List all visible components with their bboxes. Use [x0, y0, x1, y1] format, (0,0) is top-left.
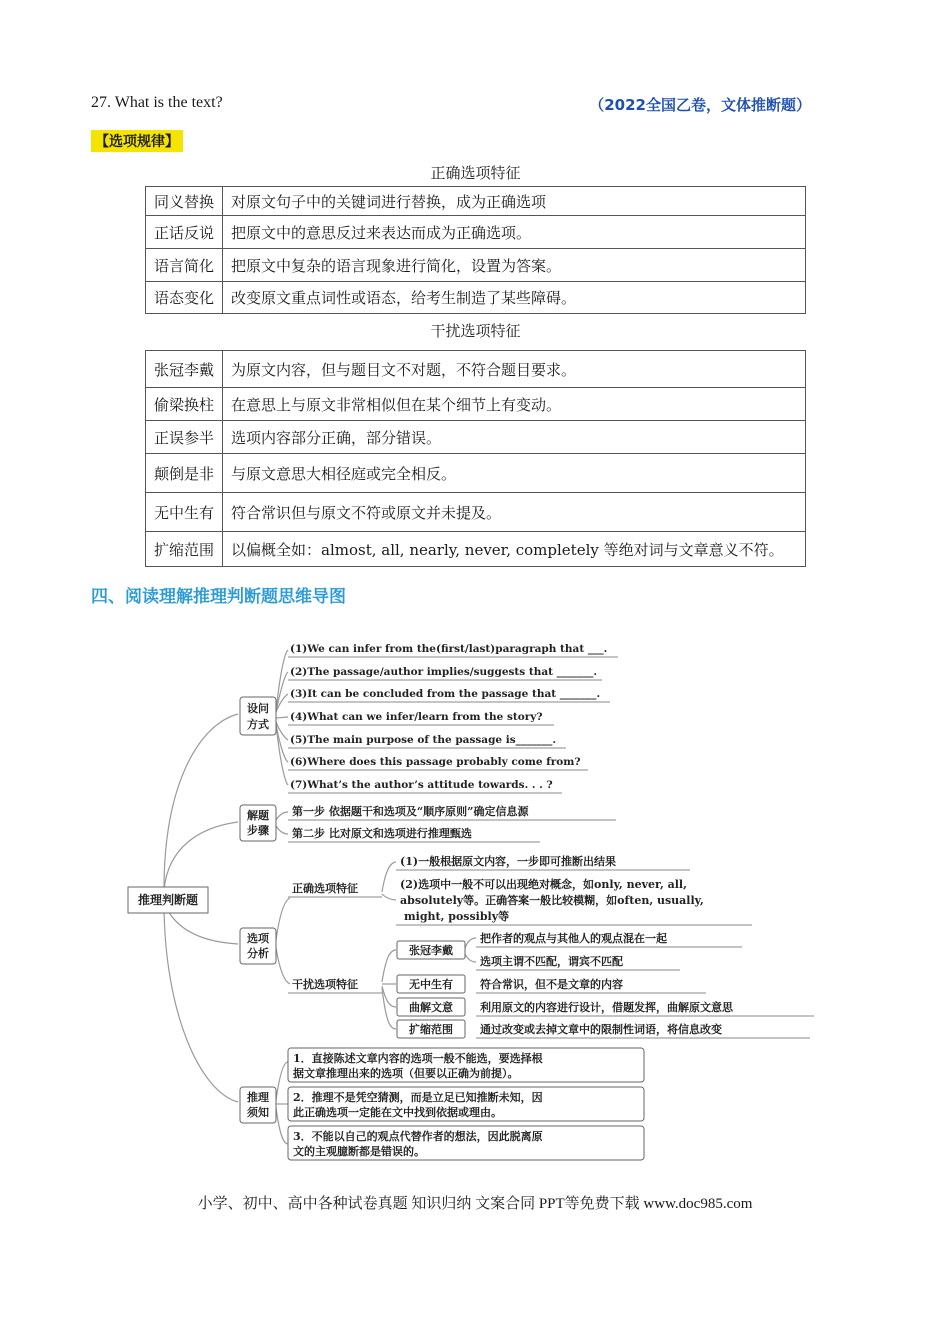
branch-label: 分析	[247, 947, 269, 960]
connector-line	[276, 826, 288, 834]
note-line: 据文章推理出来的选项（但要以正确为前提）。	[293, 1067, 519, 1080]
table-row	[146, 493, 806, 532]
feature-key: 偷梁换柱	[146, 388, 223, 421]
connector-line	[276, 717, 288, 718]
feature-desc: 把原文中的意思反过来表达而成为正确选项。	[223, 216, 806, 249]
feature-key: 同义替换	[146, 187, 223, 216]
connector-line	[276, 898, 290, 940]
feature-desc: 对原文句子中的关键词进行替换，成为正确选项	[223, 187, 806, 216]
table-row	[146, 388, 806, 421]
note-line: 3．不能以自己的观点代替作者的想法，因此脱离原	[293, 1130, 543, 1143]
branch-label: 解题	[247, 809, 269, 822]
feature-key: 语言简化	[146, 249, 223, 282]
feature-desc: 符合常识但与原文不符或原文并未提及。	[223, 493, 806, 532]
note-line: 文的主观臆断都是错误的。	[293, 1145, 425, 1158]
connector-line	[276, 948, 290, 984]
distractor-item: 通过改变或去掉文章中的限制性词语，将信息改变	[480, 1023, 722, 1036]
table-row	[146, 351, 806, 388]
mindmap-root: 推理判断题	[137, 893, 199, 907]
correct-option-item: might, possibly等	[404, 910, 510, 923]
question-form-item: (5)The main purpose of the passage is_______.	[290, 734, 557, 746]
feature-key: 颠倒是非	[146, 454, 223, 493]
question-form-item: (7)What’s the author’s attitude towards. . . ?	[290, 779, 553, 791]
feature-desc: 改变原文重点词性或语态，给考生制造了某些障碍。	[223, 282, 806, 314]
table-row	[146, 249, 806, 282]
distractor-item: 把作者的观点与其他人的观点混在一起	[480, 932, 667, 945]
step-item: 第二步 比对原文和选项进行推理甄选	[292, 827, 472, 840]
question-form-item: (3)It can be concluded from the passage that _______.	[290, 688, 601, 700]
distractor-item: 选项主谓不匹配，谓宾不匹配	[480, 955, 623, 968]
connector-line	[164, 902, 238, 1102]
table-row	[146, 187, 806, 216]
distractor-features-table	[145, 350, 806, 567]
connector-line	[164, 822, 238, 890]
distractor-tag: 扩缩范围	[409, 1023, 453, 1036]
question-line	[91, 94, 811, 118]
distractor-item: 利用原文的内容进行设计，借题发挥，曲解原文意思	[480, 1001, 733, 1014]
branch-label: 方式	[247, 718, 269, 731]
note-line: 1．直接陈述文章内容的选项一般不能选，要选择根	[293, 1052, 543, 1065]
mind-map	[120, 632, 820, 1167]
feature-key: 扩缩范围	[146, 532, 223, 567]
connector-line	[465, 938, 476, 948]
question-form-item: (4)What can we infer/learn from the story?	[290, 711, 543, 723]
connector-line	[276, 812, 288, 820]
branch-label: 须知	[247, 1106, 269, 1119]
branch-label: 选项	[247, 932, 269, 945]
feature-desc: 为原文内容，但与题目文不对题，不符合题目要求。	[223, 351, 806, 388]
correct-features-table	[145, 186, 806, 314]
feature-desc: 选项内容部分正确，部分错误。	[223, 421, 806, 454]
note-line: 2．推理不是凭空猜测，而是立足已知推断未知，因	[293, 1091, 543, 1104]
question-form-item: (6)Where does this passage probably come from?	[290, 756, 581, 768]
distractor-table-caption: 干扰选项特征	[430, 322, 521, 340]
table-row	[146, 216, 806, 249]
correct-table-caption: 正确选项特征	[430, 164, 521, 182]
distractor-tag: 张冠李戴	[409, 944, 453, 957]
question-text: 27. What is the text?	[91, 94, 223, 111]
branch-label: 步骤	[247, 824, 269, 837]
connector-line	[276, 1108, 288, 1144]
feature-key: 张冠李戴	[146, 351, 223, 388]
section-title: 四、阅读理解推理判断题思维导图	[91, 587, 346, 607]
correct-option-item: (2)选项中一般不可以出现绝对概念，如only, never, all,	[400, 878, 687, 891]
footer: 小学、初中、高中各种试卷真题 知识归纳 文案合同 PPT等免费下载 www.doc985.com	[197, 1196, 753, 1212]
feature-key: 语态变化	[146, 282, 223, 314]
feature-desc: 与原文意思大相径庭或完全相反。	[223, 454, 806, 493]
rule-label: 【选项规律】	[91, 130, 183, 152]
distractor-item: 符合常识，但不是文章的内容	[480, 978, 623, 991]
table-row	[146, 421, 806, 454]
question-form-item: (2)The passage/author implies/suggests that _______.	[290, 666, 598, 678]
correct-option-item: absolutely等。正确答案一般比较模糊，如often, usually,	[400, 894, 704, 907]
connector-line	[382, 894, 396, 900]
table-row	[146, 532, 806, 567]
table-row	[146, 454, 806, 493]
branch-label: 设问	[247, 702, 269, 715]
note-line: 此正确选项一定能在文中找到依据或理由。	[293, 1106, 502, 1119]
feature-key: 无中生有	[146, 493, 223, 532]
distractor-tag: 无中生有	[409, 978, 453, 991]
connector-line	[382, 862, 396, 892]
feature-desc: 在意思上与原文非常相似但在某个细节上有变动。	[223, 388, 806, 421]
feature-desc: 把原文中复杂的语言现象进行简化，设置为答案。	[223, 249, 806, 282]
feature-desc: 以偏概全如：almost, all, nearly, never, completely 等绝对词与文章意义不符。	[223, 532, 806, 567]
question-form-item: (1)We can infer from the(first/last)paragraph that ___.	[290, 643, 608, 655]
connector-line	[382, 950, 396, 982]
table-row	[146, 282, 806, 314]
distractor-option-label: 干扰选项特征	[292, 978, 358, 991]
feature-key: 正误参半	[146, 421, 223, 454]
branch-label: 推理	[247, 1091, 269, 1104]
connector-line	[465, 954, 476, 962]
correct-option-label: 正确选项特征	[292, 882, 358, 895]
step-item: 第一步 依据题干和选项及“顺序原则”确定信息源	[292, 805, 529, 818]
connector-line	[164, 714, 238, 890]
distractor-tag: 曲解文意	[409, 1001, 453, 1014]
correct-option-item: (1)一般根据原文内容，一步即可推断出结果	[400, 855, 617, 868]
question-source: （2022全国乙卷，文体推断题）	[589, 96, 811, 114]
feature-key: 正话反说	[146, 216, 223, 249]
connector-line	[276, 1062, 288, 1100]
